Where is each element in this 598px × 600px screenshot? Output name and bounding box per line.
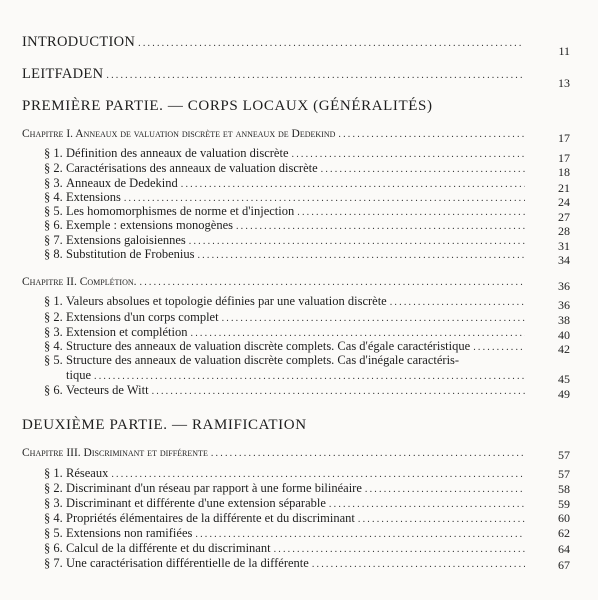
page-number: 18 xyxy=(558,165,570,179)
page-number: 31 xyxy=(558,239,570,253)
section-number: § 7. xyxy=(44,233,63,247)
section-label xyxy=(44,383,149,398)
dot-leader xyxy=(365,484,525,495)
part-heading: PREMIÈRE PARTIE. — CORPS LOCAUX (GÉNÉRALITÉS) xyxy=(22,98,433,114)
dot-leader xyxy=(297,207,525,218)
part-heading: DEUXIÈME PARTIE. — RAMIFICATION xyxy=(22,417,307,433)
chapter-title: Chapitre III. Discriminant et différente xyxy=(22,447,208,459)
section-label xyxy=(44,146,289,161)
dot-leader xyxy=(358,514,525,525)
section-title: Extension et complétion xyxy=(66,325,188,339)
dot-leader xyxy=(152,386,525,397)
chapter-entry[interactable] xyxy=(22,276,527,288)
section-label xyxy=(44,353,459,368)
section-label xyxy=(44,176,178,191)
page-number: 58 xyxy=(558,482,570,496)
section-entry[interactable] xyxy=(44,190,528,205)
section-number: § 4. xyxy=(44,511,63,525)
section-entry[interactable] xyxy=(44,339,528,354)
dot-leader xyxy=(106,70,524,81)
section-label xyxy=(44,556,309,571)
section-entry[interactable] xyxy=(44,353,528,368)
page-number: 62 xyxy=(558,526,570,540)
section-number: § 2. xyxy=(44,481,63,495)
section-entry[interactable] xyxy=(44,325,528,340)
section-entry[interactable] xyxy=(44,176,528,191)
section-entry[interactable] xyxy=(44,496,528,511)
page-number: 57 xyxy=(558,467,570,481)
section-number: § 6. xyxy=(44,218,63,232)
section-number: § 3. xyxy=(44,325,63,339)
page-number: 45 xyxy=(558,372,570,386)
section-label xyxy=(44,218,233,233)
section-entry[interactable] xyxy=(44,218,528,233)
section-number: § 5. xyxy=(44,526,63,540)
toc-entry-introduction[interactable] xyxy=(22,34,527,51)
section-label xyxy=(44,481,362,496)
dot-leader xyxy=(189,236,525,247)
page-number: 40 xyxy=(558,328,570,342)
section-label xyxy=(44,339,470,354)
section-title-continuation: tique xyxy=(66,368,91,382)
page-number: 42 xyxy=(558,342,570,356)
section-label xyxy=(44,466,108,481)
page-number: 57 xyxy=(558,448,570,462)
dot-leader xyxy=(211,448,524,459)
section-title: Discriminant d'un réseau par rapport à une forme bilinéaire xyxy=(66,481,362,495)
dot-leader xyxy=(321,164,525,175)
dot-leader xyxy=(329,499,525,510)
section-title: Structure des anneaux de valuation discrète complets. Cas d'égale caractéristique xyxy=(66,339,471,353)
section-entry[interactable] xyxy=(44,161,528,176)
section-entry-continuation xyxy=(66,368,528,383)
section-title: Substitution de Frobenius xyxy=(66,247,195,261)
section-number: § 3. xyxy=(44,496,63,510)
section-number: § 2. xyxy=(44,161,63,175)
page-number: 64 xyxy=(558,542,570,556)
page-number: 17 xyxy=(558,131,570,145)
section-label xyxy=(44,511,355,526)
page-number: 17 xyxy=(558,151,570,165)
section-entry[interactable] xyxy=(44,204,528,219)
section-entry[interactable] xyxy=(44,511,528,526)
dot-leader xyxy=(312,559,525,570)
section-entry[interactable] xyxy=(44,294,528,309)
section-number: § 4. xyxy=(44,190,63,204)
section-label xyxy=(44,204,294,219)
dot-leader xyxy=(124,193,525,204)
section-number: § 1. xyxy=(44,294,63,308)
section-number: § 8. xyxy=(44,247,63,261)
section-label xyxy=(44,541,271,556)
dot-leader xyxy=(274,544,525,555)
page-number: 11 xyxy=(558,44,570,58)
section-entry[interactable] xyxy=(44,383,528,398)
section-label xyxy=(44,310,219,325)
page-number: 60 xyxy=(558,511,570,525)
section-title: Caractérisations des anneaux de valuation discrète xyxy=(66,161,318,175)
section-number: § 6. xyxy=(44,541,63,555)
dot-leader xyxy=(191,328,525,339)
section-title: Une caractérisation différentielle de la différente xyxy=(66,556,309,570)
section-number: § 2. xyxy=(44,310,63,324)
page-number: 49 xyxy=(558,387,570,401)
dot-leader xyxy=(111,469,525,480)
page-number: 34 xyxy=(558,253,570,267)
section-number: § 1. xyxy=(44,466,63,480)
entry-label: INTRODUCTION xyxy=(22,34,136,50)
section-number: § 6. xyxy=(44,383,63,397)
section-label xyxy=(44,190,121,205)
section-title: Les homomorphismes de norme et d'injection xyxy=(66,204,295,218)
dot-leader xyxy=(338,129,524,140)
section-title: Réseaux xyxy=(66,466,109,480)
section-entry[interactable] xyxy=(44,526,528,541)
page-number: 59 xyxy=(558,497,570,511)
page-number: 28 xyxy=(558,224,570,238)
dot-leader xyxy=(236,221,525,232)
section-title: Extensions non ramifiées xyxy=(66,526,193,540)
section-entry[interactable] xyxy=(44,466,528,481)
dot-leader xyxy=(197,250,525,261)
toc-entry-leitfaden[interactable] xyxy=(22,66,527,83)
section-title: Extensions d'un corps complet xyxy=(66,310,219,324)
section-label xyxy=(44,294,387,309)
page-number: 36 xyxy=(558,298,570,312)
section-entry[interactable] xyxy=(44,541,528,556)
page-number: 13 xyxy=(558,76,570,90)
section-title: Calcul de la différente et du discriminant xyxy=(66,541,271,555)
page-number: 38 xyxy=(558,313,570,327)
section-entry[interactable] xyxy=(44,556,528,571)
section-title: Extensions xyxy=(66,190,121,204)
section-entry[interactable] xyxy=(44,247,528,262)
section-entry[interactable] xyxy=(44,146,528,161)
page-number: 21 xyxy=(558,181,570,195)
chapter-entry[interactable] xyxy=(22,447,527,459)
dot-leader xyxy=(473,342,525,353)
section-number: § 3. xyxy=(44,176,63,190)
section-number: § 5. xyxy=(44,204,63,218)
section-title: Définition des anneaux de valuation discrète xyxy=(66,146,289,160)
dot-leader xyxy=(390,297,525,308)
chapter-title: Chapitre I. Anneaux de valuation discrète et anneaux de Dedekind xyxy=(22,128,336,140)
chapter-entry[interactable] xyxy=(22,128,527,140)
section-label xyxy=(44,247,194,262)
section-label xyxy=(44,325,188,340)
section-title: Propriétés élémentaires de la différente et du discriminant xyxy=(66,511,355,525)
section-title: Discriminant et différente d'une extension séparable xyxy=(66,496,326,510)
section-entry[interactable] xyxy=(44,233,528,248)
section-title: Valeurs absolues et topologie définies par une valuation discrète xyxy=(66,294,387,308)
section-title: Structure des anneaux de valuation discrète complets. Cas d'inégale caractéris- xyxy=(66,353,460,367)
section-title: Exemple : extensions monogènes xyxy=(66,218,233,232)
dot-leader xyxy=(222,313,525,324)
dot-leader xyxy=(292,149,526,160)
section-entry[interactable] xyxy=(44,481,528,496)
dot-leader xyxy=(140,277,525,288)
chapter-title: Chapitre II. Complétion. xyxy=(22,276,137,288)
section-number: § 4. xyxy=(44,339,63,353)
section-title: Anneaux de Dedekind xyxy=(66,176,178,190)
section-number: § 7. xyxy=(44,556,63,570)
entry-label: LEITFADEN xyxy=(22,66,104,82)
dot-leader xyxy=(138,38,524,49)
page-number: 27 xyxy=(558,210,570,224)
section-label xyxy=(44,496,326,511)
section-entry[interactable] xyxy=(44,310,528,325)
section-title: Vecteurs de Witt xyxy=(66,383,149,397)
section-number: § 1. xyxy=(44,146,63,160)
page-number: 36 xyxy=(558,279,570,293)
section-label xyxy=(44,526,192,541)
section-title: Extensions galoisiennes xyxy=(66,233,186,247)
dot-leader xyxy=(181,179,525,190)
dot-leader xyxy=(195,529,525,540)
dot-leader xyxy=(94,371,525,382)
page-number: 24 xyxy=(558,195,570,209)
section-label xyxy=(44,161,318,176)
page-number: 67 xyxy=(558,558,570,572)
section-number: § 5. xyxy=(44,353,63,367)
section-label xyxy=(44,233,186,248)
